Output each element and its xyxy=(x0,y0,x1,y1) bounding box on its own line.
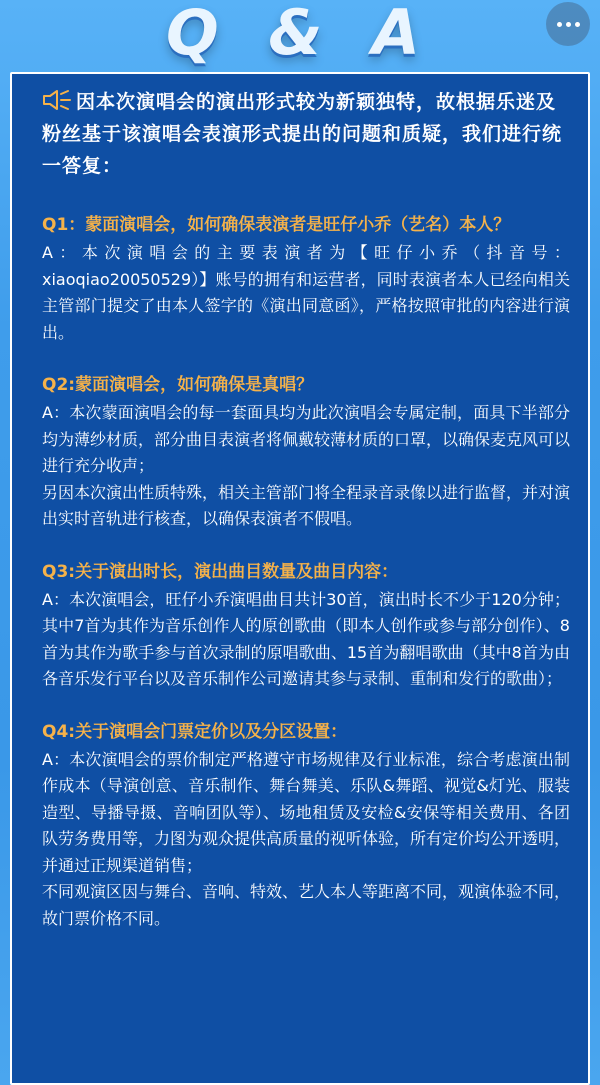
intro-text: 因本次演唱会的演出形式较为新颖独特，故根据乐迷及粉丝基于该演唱会表演形式提出的问题和质疑，我们进行统一答复： xyxy=(42,91,563,177)
page-title: Q & A xyxy=(166,0,434,69)
intro-paragraph xyxy=(42,86,570,182)
more-button[interactable] xyxy=(546,2,590,46)
answer-2-extra: 另因本次演出性质特殊，相关主管部门将全程录音录像以进行监督，并对演出实时音轨进行核查，以确保表演者不假唱。 xyxy=(42,482,571,528)
answer-3: A：本次演唱会，旺仔小乔演唱曲目共计30首，演出时长不少于120分钟；其中7首为其作为音乐创作人的原创歌曲（即本人创作或参与部分创作）、8首为其作为歌手参与首次录制的原唱歌曲、15首为翻唱歌曲（其中8首为由各音乐发行平台以及音乐制作公司邀请其参与录制、重制和发行的歌曲）； xyxy=(42,589,570,688)
qa-section-2 xyxy=(42,372,570,533)
more-dots-icon xyxy=(557,22,580,27)
answer-4-extra: 不同观演区因与舞台、音响、特效、艺人本人等距离不同，观演体验不同，故门票价格不同。 xyxy=(42,882,571,928)
answer-1: A：本次演唱会的主要表演者为【旺仔小乔（抖音号：xiaoqiao20050529）】账号的拥有和运营者，同时表演者本人已经向相关主管部门提交了由本人签字的《演出同意函》，严格按照审批的内容进行演出。 xyxy=(42,243,570,342)
question-4: Q4:关于演唱会门票定价以及分区设置： xyxy=(42,721,348,742)
question-1: Q1：蒙面演唱会，如何确保表演者是旺仔小乔（艺名）本人？ xyxy=(42,215,511,235)
header xyxy=(0,0,600,70)
qa-section-1 xyxy=(42,212,570,346)
question-3: Q3:关于演出时长，演出曲目数量及曲目内容： xyxy=(42,561,399,582)
qa-section-4 xyxy=(42,719,570,933)
qa-card xyxy=(10,72,590,1085)
qa-section-3 xyxy=(42,559,570,693)
speaker-icon xyxy=(42,89,72,111)
question-2: Q2:蒙面演唱会，如何确保是真唱？ xyxy=(42,375,314,395)
answer-2: A：本次蒙面演唱会的每一套面具均为此次演唱会专属定制，面具下半部分均为薄纱材质，部分曲目表演者将佩戴较薄材质的口罩，以确保麦克风可以进行充分收声； xyxy=(42,403,571,475)
answer-4: A：本次演唱会的票价制定严格遵守市场规律及行业标准，综合考虑演出制作成本（导演创意、音乐制作、舞台舞美、乐队&舞蹈、视觉&灯光、服装造型、导播导摄、音响团队等）、场地租赁及安检&安保等相关费用、各团队劳务费用等，力图为观众提供高质量的视听体验，所有定价均公开透明，并通过正规渠道销售； xyxy=(42,749,571,875)
